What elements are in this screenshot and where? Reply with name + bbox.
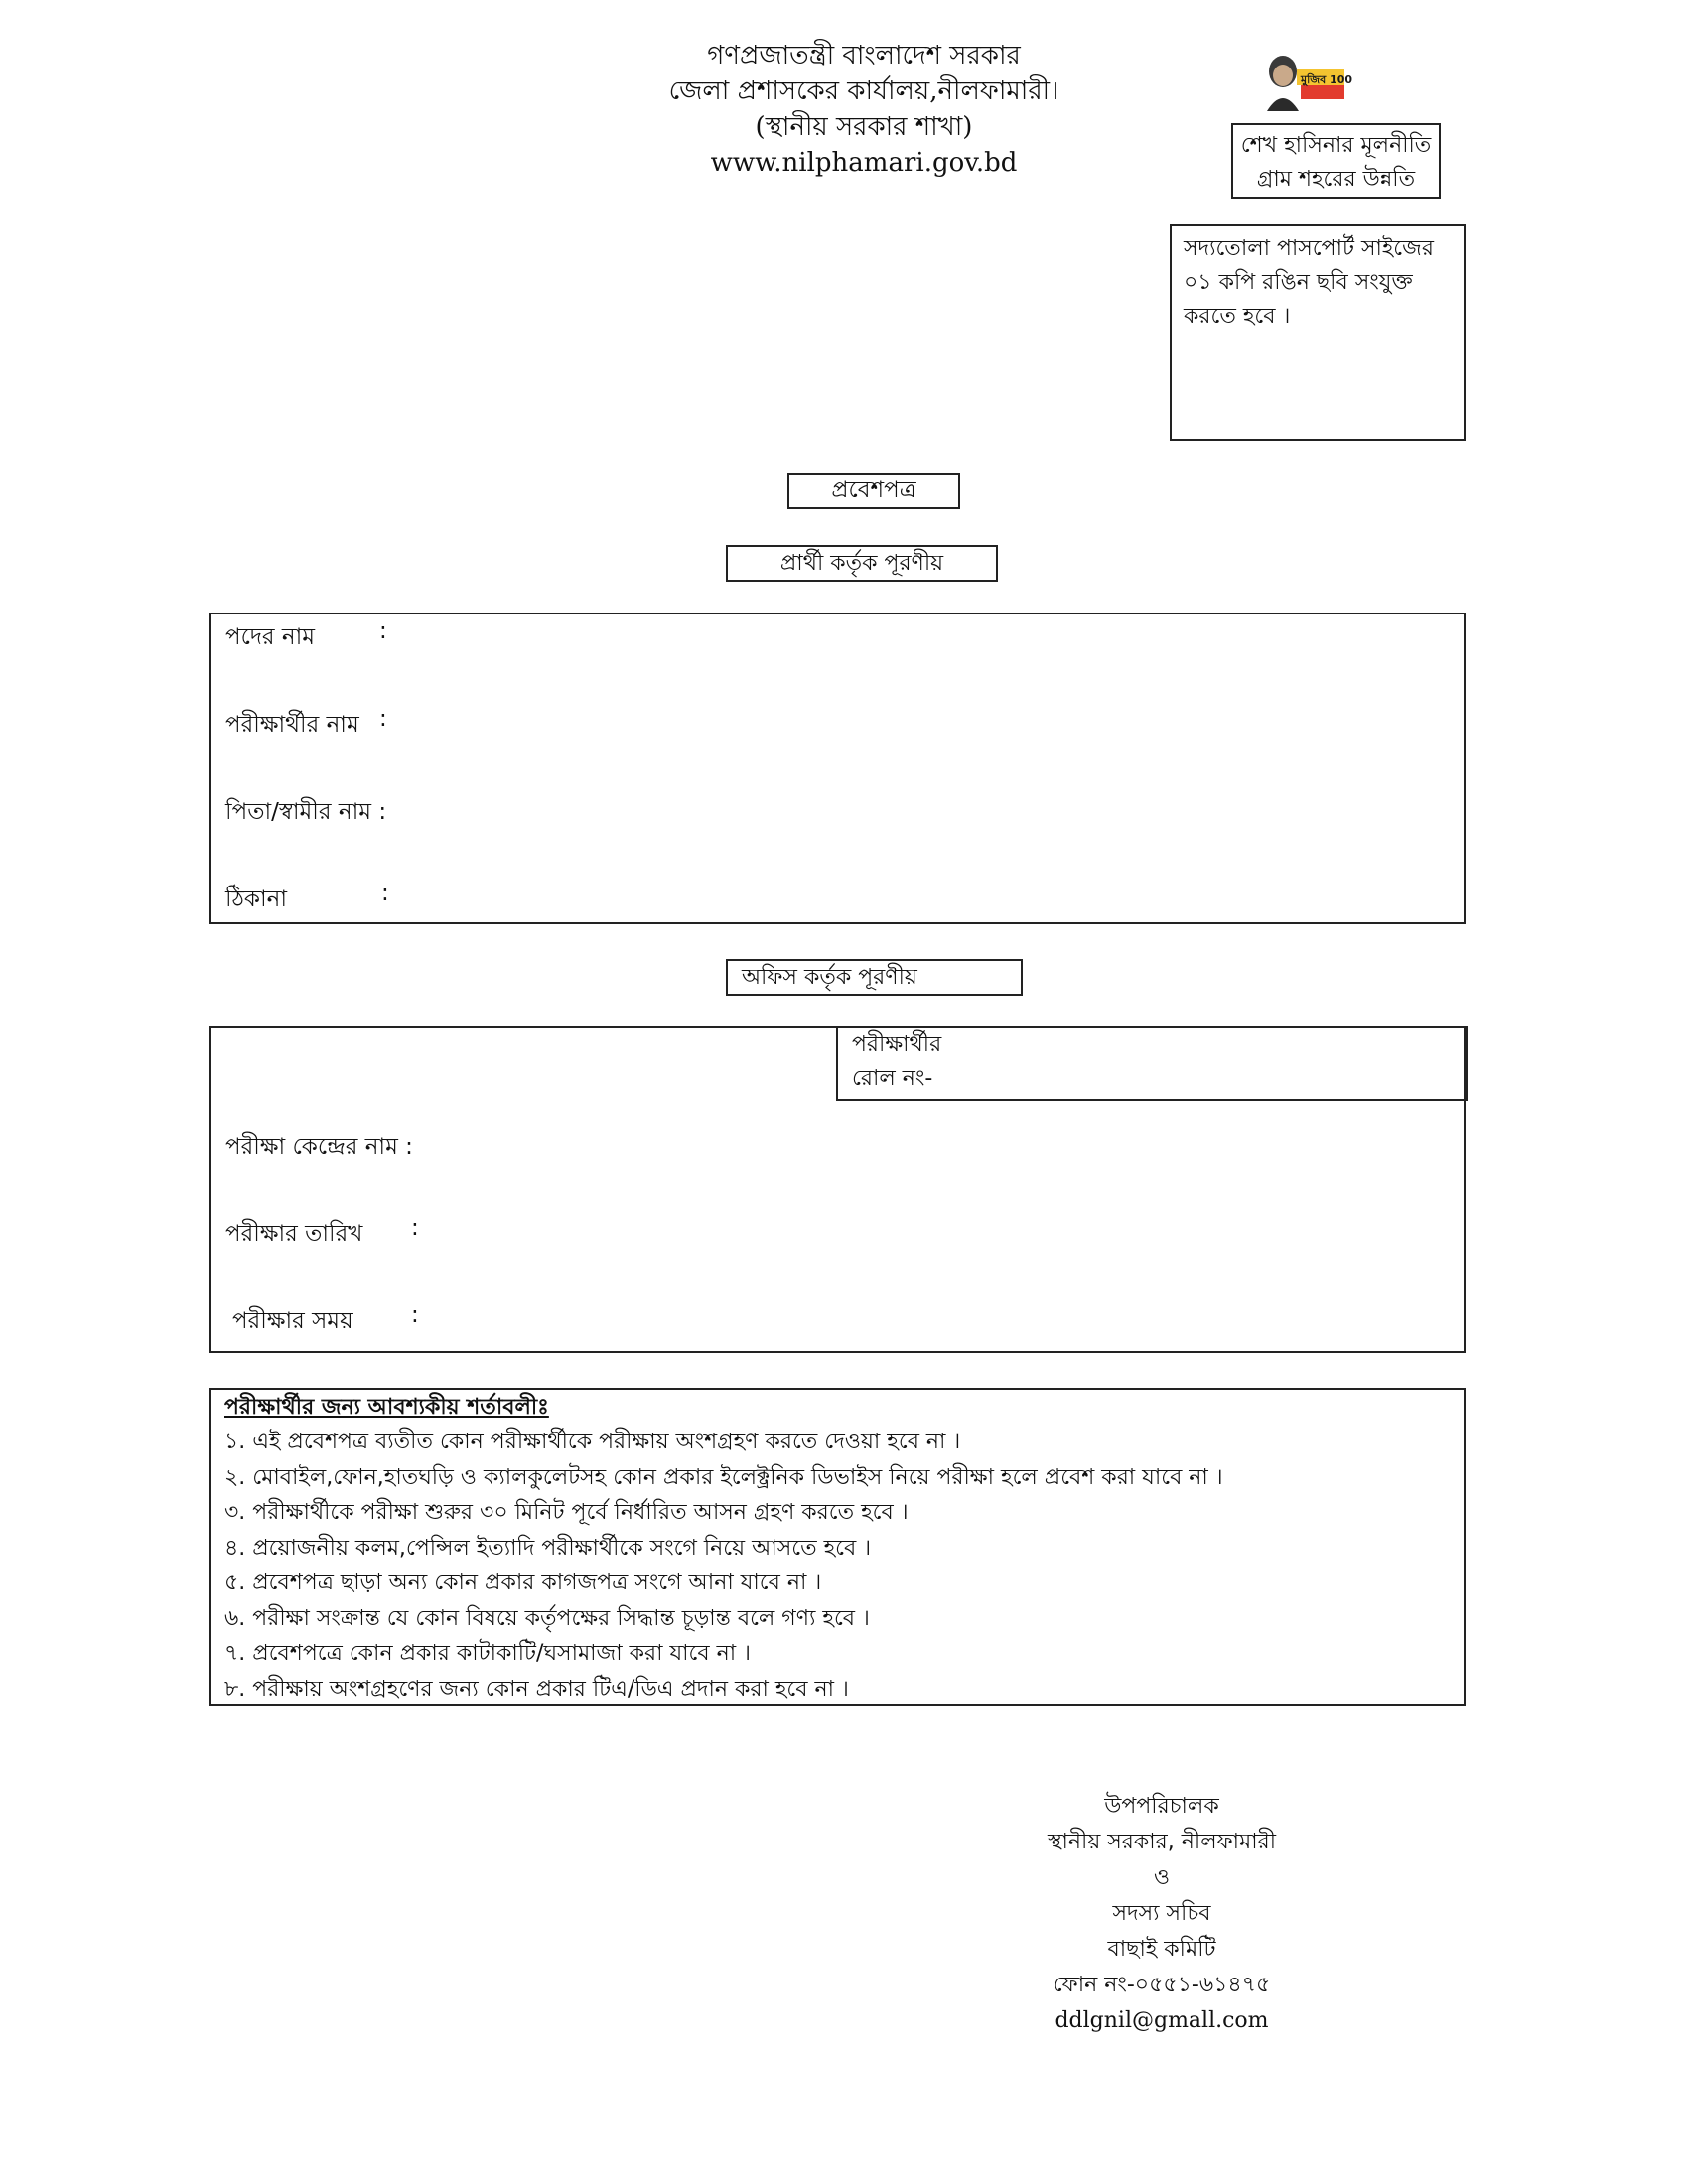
post-name-label: পদের নাম	[225, 624, 316, 650]
address-colon: :	[381, 881, 389, 906]
logo-text: মুজিব 100	[1301, 73, 1353, 86]
signature-office: স্থানীয় সরকার, নীলফামারী	[1047, 1830, 1277, 1854]
office-section-heading: অফিস কর্তৃক পূরণীয়	[742, 965, 917, 990]
signature-phone: ফোন নং-০৫৫১-৬১৪৭৫	[1053, 1973, 1271, 1997]
admit-card-title-box	[787, 473, 960, 509]
post-name-colon: :	[379, 618, 387, 644]
header-office: জেলা প্রশাসকের কার্যালয়,নীলফামারী।	[668, 76, 1059, 106]
applicant-section-heading: প্রার্থী কর্তৃক পূরণীয়	[779, 551, 944, 576]
exam-time-label: পরীক্ষার সময়	[232, 1308, 353, 1334]
exam-date-colon: :	[411, 1215, 419, 1241]
slogan-line-1: শেখ হাসিনার মূলনীতি	[1240, 133, 1432, 158]
address-field[interactable]	[404, 877, 1447, 912]
slogan-box	[1231, 123, 1441, 199]
father-husband-name-field[interactable]	[404, 789, 1447, 825]
candidate-name-colon: :	[379, 706, 387, 732]
header-government: গণপ্রজাতন্ত্রী বাংলাদেশ সরকার	[707, 41, 1021, 70]
header-website: www.nilphamari.gov.bd	[710, 148, 1018, 178]
page-title: প্রবেশপত্র	[831, 478, 916, 503]
exam-time-colon: :	[411, 1302, 419, 1328]
signature-email: ddlgnil@gmall.com	[1055, 2008, 1269, 2033]
condition-item: ৫. প্রবেশপত্র ছাড়া অন্য কোন প্রকার কাগজপত্র সংগে আনা যাবে না ।	[224, 1570, 822, 1595]
photo-instruction-line-2: ০১ কপি রঙিন ছবি সংযুক্ত	[1184, 270, 1413, 295]
father-husband-name-label: পিতা/স্বামীর নাম :	[225, 799, 387, 825]
address-label: ঠিকানা	[225, 887, 288, 912]
exam-date-field[interactable]	[439, 1211, 1447, 1247]
signature-committee: বাছাই কমিটি	[1107, 1937, 1216, 1962]
signature-block	[993, 1789, 1331, 2039]
exam-center-field[interactable]	[439, 1124, 1447, 1160]
signature-designation: উপপরিচালক	[1104, 1794, 1219, 1819]
condition-item: ৩. পরীক্ষার্থীকে পরীক্ষা শুরুর ৩০ মিনিট পূর্বে নির্ধারিত আসন গ্রহণ করতে হবে ।	[224, 1500, 909, 1525]
roll-number-label-line-2: রোল নং-	[852, 1066, 933, 1091]
condition-item: ১. এই প্রবেশপত্র ব্যতীত কোন পরীক্ষার্থীকে পরীক্ষায় অংশগ্রহণ করতে দেওয়া হবে না ।	[224, 1430, 961, 1454]
condition-item: ৪. প্রয়োজনীয় কলম,পেন্সিল ইত্যাদি পরীক্ষার্থীকে সংগে নিয়ে আসতে হবে ।	[224, 1535, 872, 1561]
condition-item: ২. মোবাইল,ফোন,হাতঘড়ি ও ক্যালকুলেটসহ কোন প্রকার ইলেক্ট্রনিক ডিভাইস নিয়ে পরীক্ষা হলে প্রবেশ করা যাবে না ।	[224, 1464, 1223, 1490]
candidate-name-label: পরীক্ষার্থীর নাম	[225, 712, 359, 738]
photo-instruction-line-1: সদ্যতোলা পাসপোর্ট সাইজের	[1184, 236, 1434, 261]
photo-box	[1170, 224, 1466, 441]
roll-number-box	[836, 1026, 1468, 1101]
office-fields-box	[209, 1026, 1466, 1353]
signature-and: ও	[1153, 1865, 1171, 1890]
header-section: (স্থানীয় সরকার শাখা)	[755, 112, 973, 142]
office-header	[556, 38, 1172, 181]
signature-member-secretary: সদস্য সচিব	[1112, 1901, 1211, 1926]
applicant-fields-box	[209, 613, 1466, 924]
mujib-100-logo	[1253, 52, 1362, 113]
conditions-title: পরীক্ষার্থীর জন্য আবশ্যকীয় শর্তাবলীঃ	[224, 1395, 549, 1420]
exam-time-field[interactable]	[439, 1298, 1447, 1334]
applicant-section-heading-box	[726, 545, 998, 582]
post-name-field[interactable]	[404, 614, 1447, 650]
exam-date-label: পরীক্ষার তারিখ	[225, 1221, 363, 1247]
photo-instruction-line-3: করতে হবে ।	[1184, 304, 1291, 329]
office-section-heading-box	[726, 959, 1023, 996]
condition-item: ৬. পরীক্ষা সংক্রান্ত যে কোন বিষয়ে কর্তৃপক্ষের সিদ্ধান্ত চূড়ান্ত বলে গণ্য হবে ।	[224, 1605, 870, 1631]
conditions-box	[209, 1388, 1466, 1706]
slogan-line-2: গ্রাম শহরের উন্নতি	[1256, 167, 1416, 192]
condition-item: ৮. পরীক্ষায় অংশগ্রহণের জন্য কোন প্রকার টিএ/ডিএ প্রদান করা হবে না ।	[224, 1676, 849, 1702]
exam-center-label: পরীক্ষা কেন্দ্রের নাম :	[225, 1134, 413, 1160]
candidate-name-field[interactable]	[404, 702, 1447, 738]
condition-item: ৭. প্রবেশপত্রে কোন প্রকার কাটাকাটি/ঘসামাজা করা যাবে না ।	[224, 1641, 751, 1666]
roll-number-label-line-1: পরীক্ষার্থীর	[852, 1032, 942, 1057]
